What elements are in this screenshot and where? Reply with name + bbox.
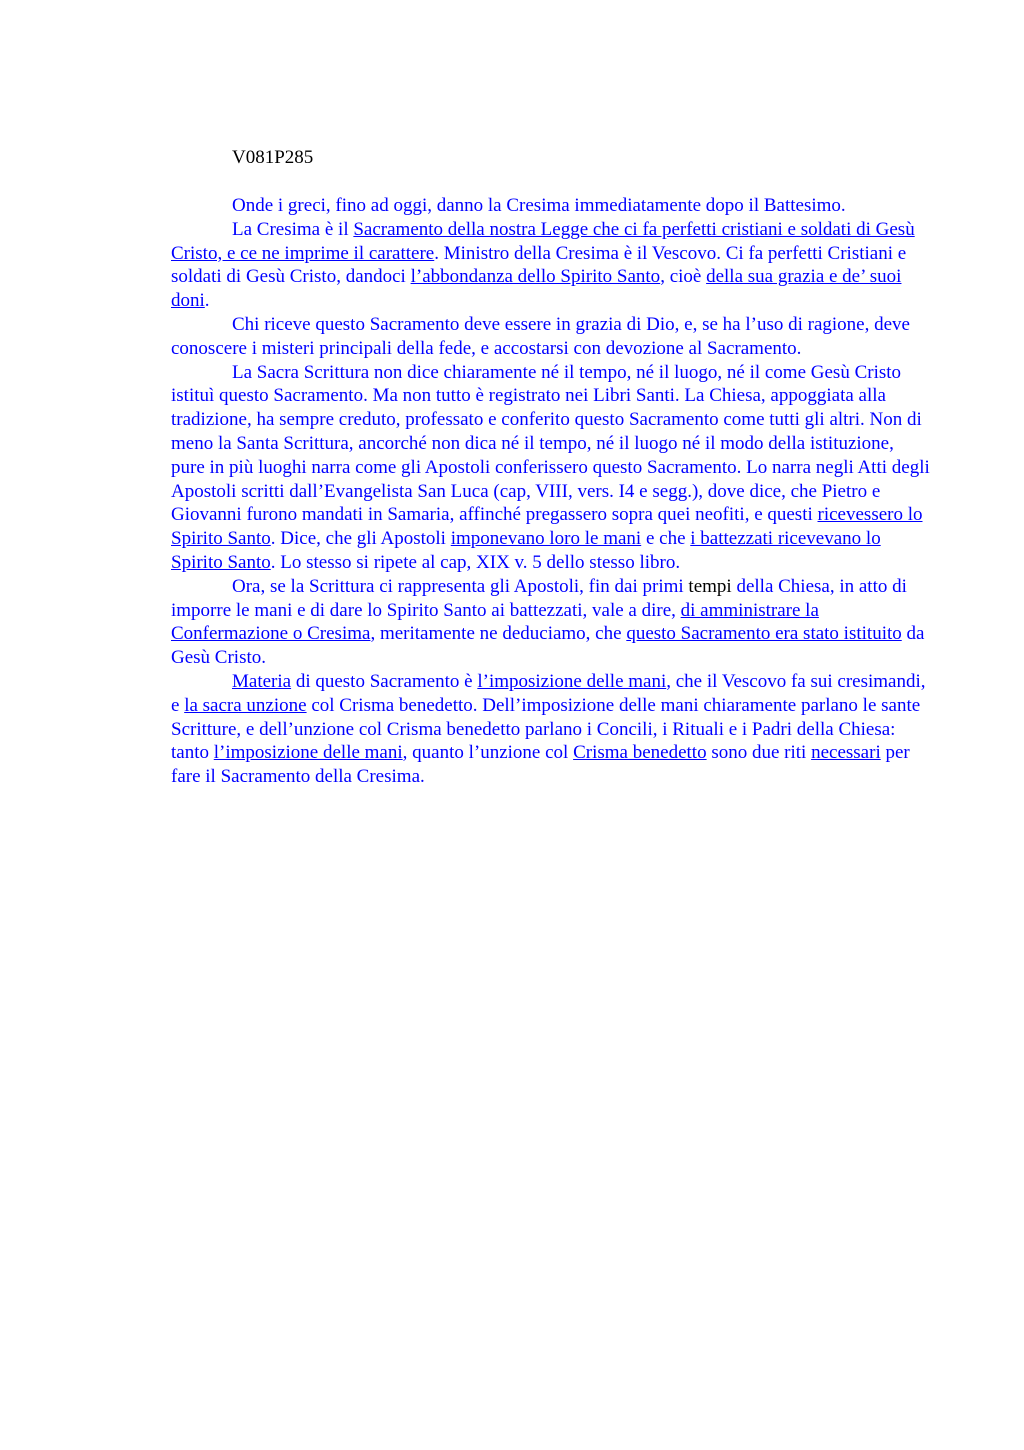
- text-run: e che: [641, 528, 691, 550]
- underlined-phrase: della sua grazia e de’ suoi doni: [171, 266, 902, 312]
- text-run: di questo Sacramento è: [291, 670, 478, 692]
- underlined-phrase: i battezzati ricevevano lo Spirito Santo: [171, 528, 881, 573]
- text-run: . Dice, che gli Apostoli: [270, 528, 451, 550]
- underlined-phrase: questo Sacramento era stato istituito: [626, 623, 902, 645]
- black-text-run: tempi: [688, 575, 732, 597]
- underlined-phrase: imponevano loro le mani: [450, 528, 642, 550]
- document-body: [171, 194, 931, 789]
- text-run: per fare il Sacramento della Cresima.: [171, 742, 910, 788]
- text-run: della Chiesa, in atto di imporre le mani e di dare lo Spirito Santo ai battezzati, vale a dire,: [171, 575, 907, 621]
- underlined-phrase: necessari: [811, 742, 881, 764]
- paragraph: [171, 361, 931, 575]
- underlined-phrase: ricevessero lo Spirito Santo: [171, 504, 923, 550]
- text-run: , che il Vescovo fa sui cresimandi, e: [171, 670, 926, 716]
- paragraph: [171, 575, 931, 670]
- underlined-phrase: l’imposizione delle mani: [477, 670, 667, 692]
- text-run: , quanto l’unzione col: [402, 742, 574, 764]
- text-run: Chi riceve questo Sacramento deve essere in grazia di Dio, e, se ha l’uso di ragione, deve conoscere i misteri principali della fede, e accostarsi con devozione al Sacramento.: [171, 313, 910, 359]
- text-run: La Sacra Scrittura non dice chiaramente né il tempo, né il luogo, né il come Gesù Cristo istituì questo Sacramento. Ma non tutto è registrato nei Libri Santi. La Chiesa, appoggiata alla tradizione, ha sempre creduto, professato e conferito questo Sacramento come tutti gli altri. Non di meno la Santa Scrittura, ancorché non dica né il tempo, né il luogo né il modo della istituzione, pure in più luoghi narra come gli Apostoli conferissero questo Sacramento. Lo narra negli Atti degli Apostoli scritti dall’Evangelista San Luca (cap, VIII, vers. I4 e segg.), dove dice, che Pietro e Giovanni furono mandati in Samaria, affinché pregassero sopra quei neofiti, e questi: [171, 361, 930, 526]
- underlined-phrase: l’imposizione delle mani: [213, 742, 403, 764]
- underlined-phrase: Crisma benedetto: [573, 742, 707, 764]
- paragraph: [171, 194, 931, 218]
- paragraph: [171, 313, 931, 361]
- underlined-phrase: di amministrare la Confermazione o Cresima: [171, 599, 819, 645]
- text-run: . Ministro della Cresima è il Vescovo. Ci fa perfetti Cristiani e soldati di Gesù Cristo, dandoci: [171, 242, 907, 288]
- text-run: Ora, se la Scrittura ci rappresenta gli Apostoli, fin dai primi: [232, 575, 689, 597]
- text-run: col Crisma benedetto. Dell’imposizione delle mani chiaramente parlano le sante Scritture, e dell’unzione col Crisma benedetto parlano i Concili, i Rituali e i Padri della Chiesa: tanto: [171, 694, 921, 764]
- text-run: .: [204, 290, 210, 312]
- underlined-phrase: l’abbondanza dello Spirito Santo: [410, 266, 661, 288]
- text-run: Onde i greci, fino ad oggi, danno la Cresima immediatamente dopo il Battesimo.: [232, 195, 846, 216]
- text-run: , cioè: [660, 266, 707, 288]
- underlined-phrase: la sacra unzione: [184, 694, 307, 716]
- underlined-phrase: Materia: [232, 670, 292, 692]
- text-run: sono due riti: [706, 742, 812, 764]
- paragraph: [171, 218, 931, 313]
- text-run: . Lo stesso si ripete al cap, XIX v. 5 dello stesso libro.: [270, 551, 681, 573]
- underlined-phrase: Sacramento della nostra Legge che ci fa perfetti cristiani e soldati di Gesù Cristo, e ce ne imprime il carattere: [171, 218, 915, 264]
- page-identifier: V081P285: [232, 147, 314, 168]
- text-run: , meritamente ne deduciamo, che: [370, 623, 627, 645]
- text-run: da Gesù Cristo.: [171, 623, 925, 669]
- text-run: La Cresima è il: [232, 218, 354, 240]
- paragraph: [171, 670, 931, 789]
